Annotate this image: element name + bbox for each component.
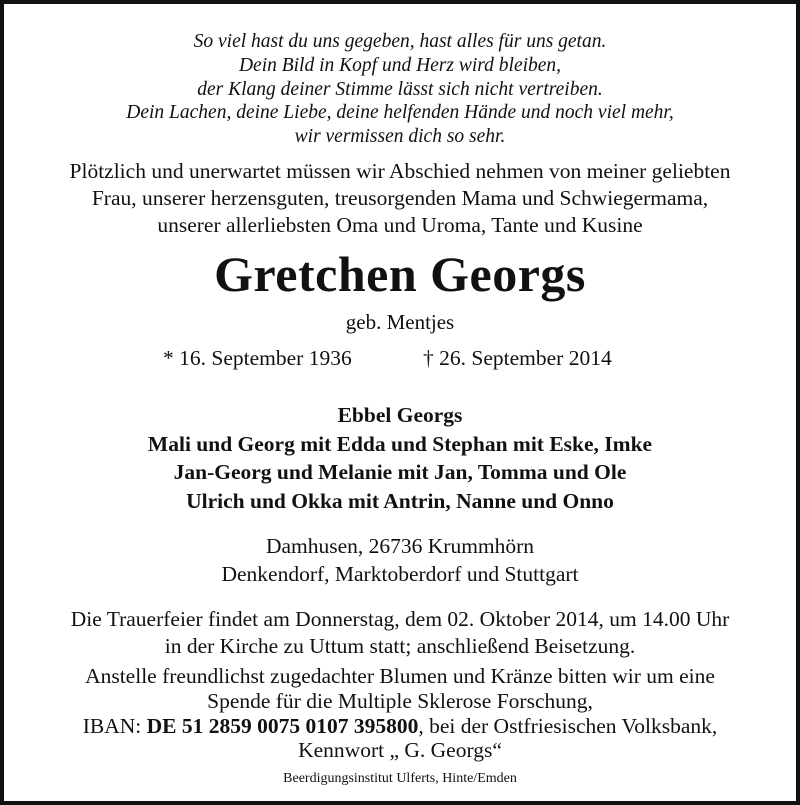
- iban-number: DE 51 2859 0075 0107 395800: [146, 713, 419, 738]
- funeral-home: Beerdigungsinstitut Ulferts, Hinte/Emden: [283, 771, 517, 786]
- family-line: Ebbel Georgs: [337, 403, 463, 427]
- donation-request: [4, 664, 796, 763]
- poem-line: Dein Lachen, deine Liebe, deine helfenden Hände und noch viel mehr,: [126, 102, 674, 124]
- family-line: Ulrich und Okka mit Antrin, Nanne und Onno: [186, 488, 614, 513]
- family-line: Jan-Georg und Melanie mit Jan, Tomma und Ole: [173, 460, 627, 484]
- poem-line: So viel hast du uns gegeben, hast alles für uns getan.: [193, 31, 607, 52]
- maiden-name: geb. Mentjes: [345, 310, 455, 334]
- family-locations: [4, 533, 796, 588]
- donation-line: Anstelle freundlichst zugedachter Blumen und Kränze bitten wir um eine: [85, 664, 715, 688]
- mourning-family: [4, 401, 796, 515]
- poem-line: der Klang deiner Stimme lässt sich nicht vertreiben.: [197, 78, 603, 100]
- funeral-service-info: [4, 606, 796, 659]
- birth-date: * 16. September 1936: [163, 346, 352, 370]
- poem-line: wir vermissen dich so sehr.: [294, 126, 506, 148]
- ceremony-line: in der Kirche zu Uttum statt; anschließend Beisetzung.: [164, 633, 636, 658]
- iban-label: IBAN:: [82, 713, 142, 738]
- donation-keyword: Kennwort „ G. Georgs“: [298, 738, 502, 763]
- bank-name: , bei der Ostfriesischen Volksbank,: [418, 713, 718, 738]
- announcement-text: [4, 158, 796, 239]
- obituary-notice: [4, 4, 796, 801]
- location-line: Denkendorf, Marktoberdorf und Stuttgart: [221, 561, 579, 586]
- donation-line: Spende für die Multiple Sklerose Forschung,: [207, 688, 593, 713]
- death-date: † 26. September 2014: [423, 346, 612, 370]
- iban-line: [4, 714, 796, 739]
- ceremony-line: Die Trauerfeier findet am Donnerstag, dem 02. Oktober 2014, um 14.00 Uhr: [70, 607, 730, 631]
- location-line: Damhusen, 26736 Krummhörn: [265, 534, 535, 558]
- poem-line: Dein Bild in Kopf und Herz wird bleiben,: [238, 54, 562, 76]
- deceased-name: Gretchen Georgs: [214, 246, 586, 302]
- family-line: Mali und Georg mit Edda und Stephan mit Eske, Imke: [147, 431, 653, 456]
- announcement-line: unserer allerliebsten Oma und Uroma, Tante und Kusine: [157, 213, 643, 237]
- memorial-poem: [4, 30, 796, 149]
- announcement-line: Plötzlich und unerwartet müssen wir Abschied nehmen von meiner geliebten: [69, 159, 731, 183]
- announcement-line: Frau, unserer herzensguten, treusorgenden Mama und Schwiegermama,: [91, 186, 709, 210]
